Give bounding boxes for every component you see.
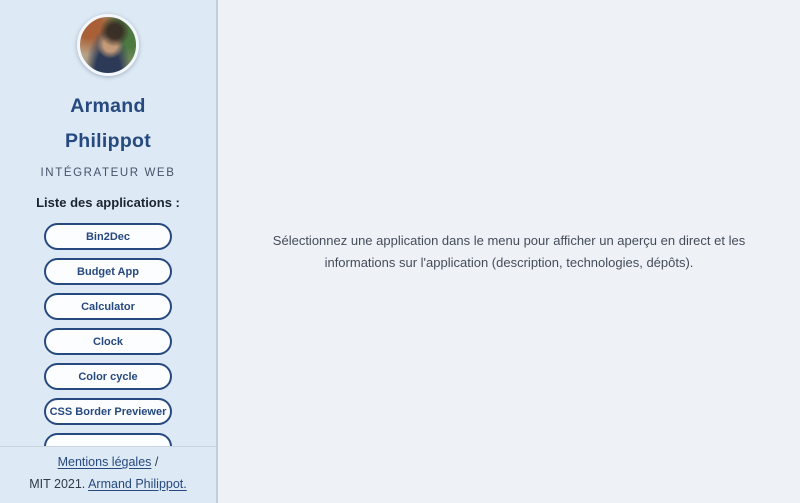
legal-line (0, 455, 216, 469)
placeholder-message (273, 230, 745, 273)
sidebar-footer (0, 446, 216, 503)
profile-name: Armand Philippot (64, 95, 152, 152)
app-button[interactable]: Bin2Dec (44, 223, 172, 250)
app-button-partial[interactable] (44, 433, 172, 446)
app-nav-title: Liste des applications : (36, 195, 180, 210)
profile-header (38, 0, 178, 179)
app-list (0, 223, 216, 446)
app-button[interactable]: CSS Border Previewer (44, 398, 172, 425)
footer-separator: / (154, 455, 159, 469)
message-line-2: informations sur l'application (description, technologies, dépôts). (324, 254, 694, 270)
avatar (77, 14, 139, 76)
message-line-1: Sélectionnez une application dans le menu pour afficher un aperçu en direct et les (272, 233, 746, 248)
main-area (218, 0, 800, 503)
license-line (0, 477, 216, 491)
legal-link[interactable]: Mentions légales (57, 455, 152, 469)
job-title: INTÉGRATEUR WEB (40, 167, 176, 179)
app-button[interactable]: Color cycle (44, 363, 172, 390)
author-link[interactable]: Armand Philippot. (88, 477, 187, 491)
app-nav (0, 195, 216, 446)
app-button[interactable]: Clock (44, 328, 172, 355)
app-button[interactable]: Calculator (44, 293, 172, 320)
app-button[interactable]: Budget App (44, 258, 172, 285)
license-text: MIT 2021. (29, 477, 86, 491)
sidebar (0, 0, 218, 503)
